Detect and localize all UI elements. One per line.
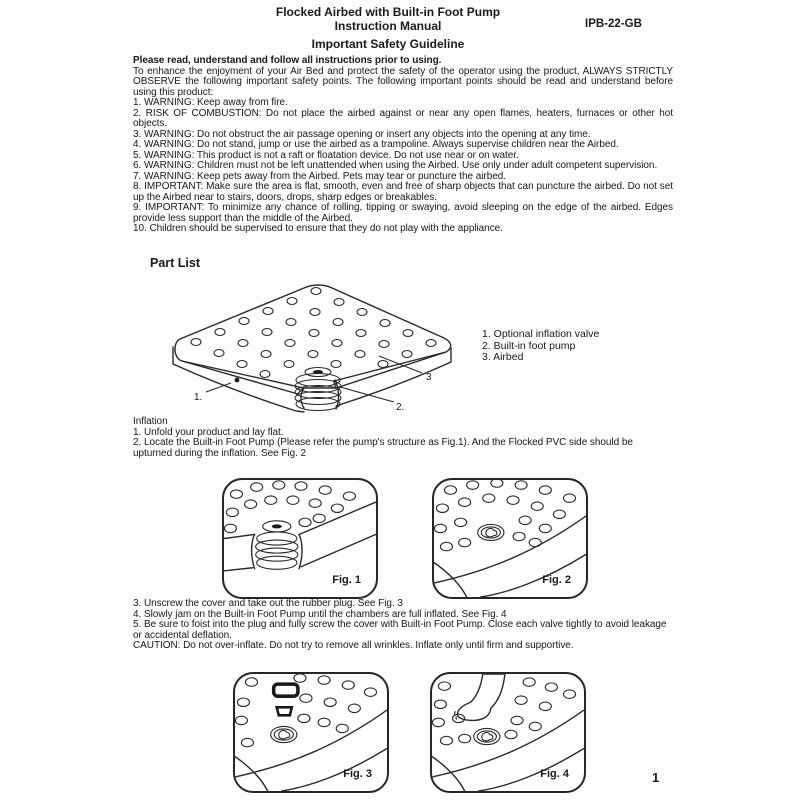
fig4-foot — [455, 674, 505, 720]
callout-line-1 — [206, 383, 231, 392]
callout-label-2: 2. — [396, 402, 405, 413]
safety-item: 5. WARNING: This product is not a raft or floatation device. Do not use near or on water. — [133, 149, 519, 161]
safety-intro: To enhance the enjoyment of your Air Bed and protect the safety of the operator using the product, ALWAYS STRICTLY OBSERVE the following important safety points. The following important points should be read and understand before using this product: — [133, 65, 673, 98]
safety-item: 7. WARNING: Keep pets away from the Airbed. Pets may tear or puncture the airbed. — [133, 170, 506, 182]
figure-3-label: Fig. 3 — [343, 768, 372, 780]
safety-item: 6. WARNING: Children must not be left unattended when using the Airbed. Use only under adult competent supervision. — [133, 160, 658, 171]
fig2-valve — [478, 524, 504, 540]
fig4-dimples — [432, 678, 575, 745]
safety-item: 1. WARNING: Keep away from fire. — [133, 97, 288, 108]
title-line1: Flocked Airbed with Built-in Foot Pump — [275, 5, 501, 19]
fig3-rubber-plug — [277, 707, 292, 715]
inflation-step: 1. Unfold your product and lay flat. — [133, 426, 284, 438]
safety-item: 10. Children should be supervised to ensure that they do not play with the appliance. — [133, 223, 503, 234]
safety-item: 9. IMPORTANT: To minimize any chance of rolling, tipping or swaying, avoid sleeping on the edge of the airbed. Edges provide less support than the middle of the Airbed. — [133, 202, 673, 224]
fig1-coils — [256, 532, 298, 569]
safety-item: 8. IMPORTANT: Make sure the area is flat, smooth, even and free of sharp objects that can puncture the airbed. Do not set up the Airbed near to stairs, doors, drops, sharp edges or breakables. — [133, 181, 673, 203]
fig1-hole — [272, 524, 282, 528]
callout-label-1: 1. — [194, 392, 203, 403]
title-line2: Instruction Manual — [334, 19, 442, 33]
fig4-valve — [474, 728, 500, 744]
safety-guidelines — [133, 56, 673, 235]
safety-item: 3. WARNING: Do not obstruct the air passage opening or insert any objects into the opening at any time. — [133, 128, 591, 140]
legend-item: 3. Airbed — [482, 351, 524, 363]
inflation-caution: CAUTION: Do not over-inflate. Do not try to remove all wrinkles. Inflate only until firm and supportive. — [133, 640, 574, 651]
inflation-step: 5. Be sure to foist into the plug and fully screw the cover with Built-in Foot Pump. Close each valve tightly to avoid leakage or accidental deflation. — [133, 619, 667, 641]
figure-4-label: Fig. 4 — [540, 768, 569, 780]
airbed-drawing — [158, 276, 478, 416]
figure-2-box — [432, 478, 588, 599]
safety-item: 4. WARNING: Do not stand, jump or use the airbed as a trampoline. Always supervise children near the Airbed. — [133, 139, 619, 150]
fig3-valve-cover — [274, 684, 298, 696]
inflation-step: 2. Locate the Built-in Foot Pump (Please refer the pump's structure as Fig.1). And the Flocked PVC side should be upturned during the inflation. See Fig. 2 — [133, 437, 633, 459]
figure-1-label: Fig. 1 — [332, 574, 361, 586]
airbed-front-left-edge — [182, 361, 298, 394]
model-number: IPB-22-GB — [585, 18, 642, 30]
page-number: 1 — [652, 770, 660, 785]
fig2-dimples — [434, 480, 575, 551]
legend-item: 1. Optional inflation valve — [482, 328, 600, 340]
inflation-steps-2 — [133, 599, 673, 652]
airbed-diagram — [158, 276, 478, 416]
fig3-dimples — [235, 674, 376, 747]
figure-2-label: Fig. 2 — [542, 574, 571, 586]
figure-1-box — [222, 478, 378, 599]
inflation-step: 4. Slowly jam on the Built-in Foot Pump until the chambers are full inflated. See Fig. 4 — [133, 608, 507, 620]
document-title — [133, 5, 643, 33]
fig3-valve — [271, 726, 297, 742]
inflation-valve-mark — [235, 378, 240, 383]
section-heading: Important Safety Guideline — [311, 37, 465, 51]
inflation-heading: Inflation — [133, 416, 168, 427]
legend-item: 2. Built-in foot pump — [482, 339, 576, 352]
safety-item: 2. RISK OF COMBUSTION: Do not place the airbed against or near any open flames, heaters, furnaces or other hot objects. — [133, 107, 673, 129]
inflation-section — [133, 417, 673, 459]
callout-line-3 — [379, 356, 422, 373]
inflation-step: 3. Unscrew the cover and take out the rubber plug. See Fig. 3 — [133, 598, 403, 609]
callout-label-3: 3 — [426, 372, 432, 383]
part-list-heading: Part List — [150, 256, 201, 270]
part-list-legend — [482, 329, 599, 364]
figure-4-box — [430, 672, 586, 793]
safety-lead: Please read, understand and follow all instructions prior to using. — [133, 55, 442, 66]
figure-3-box — [233, 672, 389, 793]
